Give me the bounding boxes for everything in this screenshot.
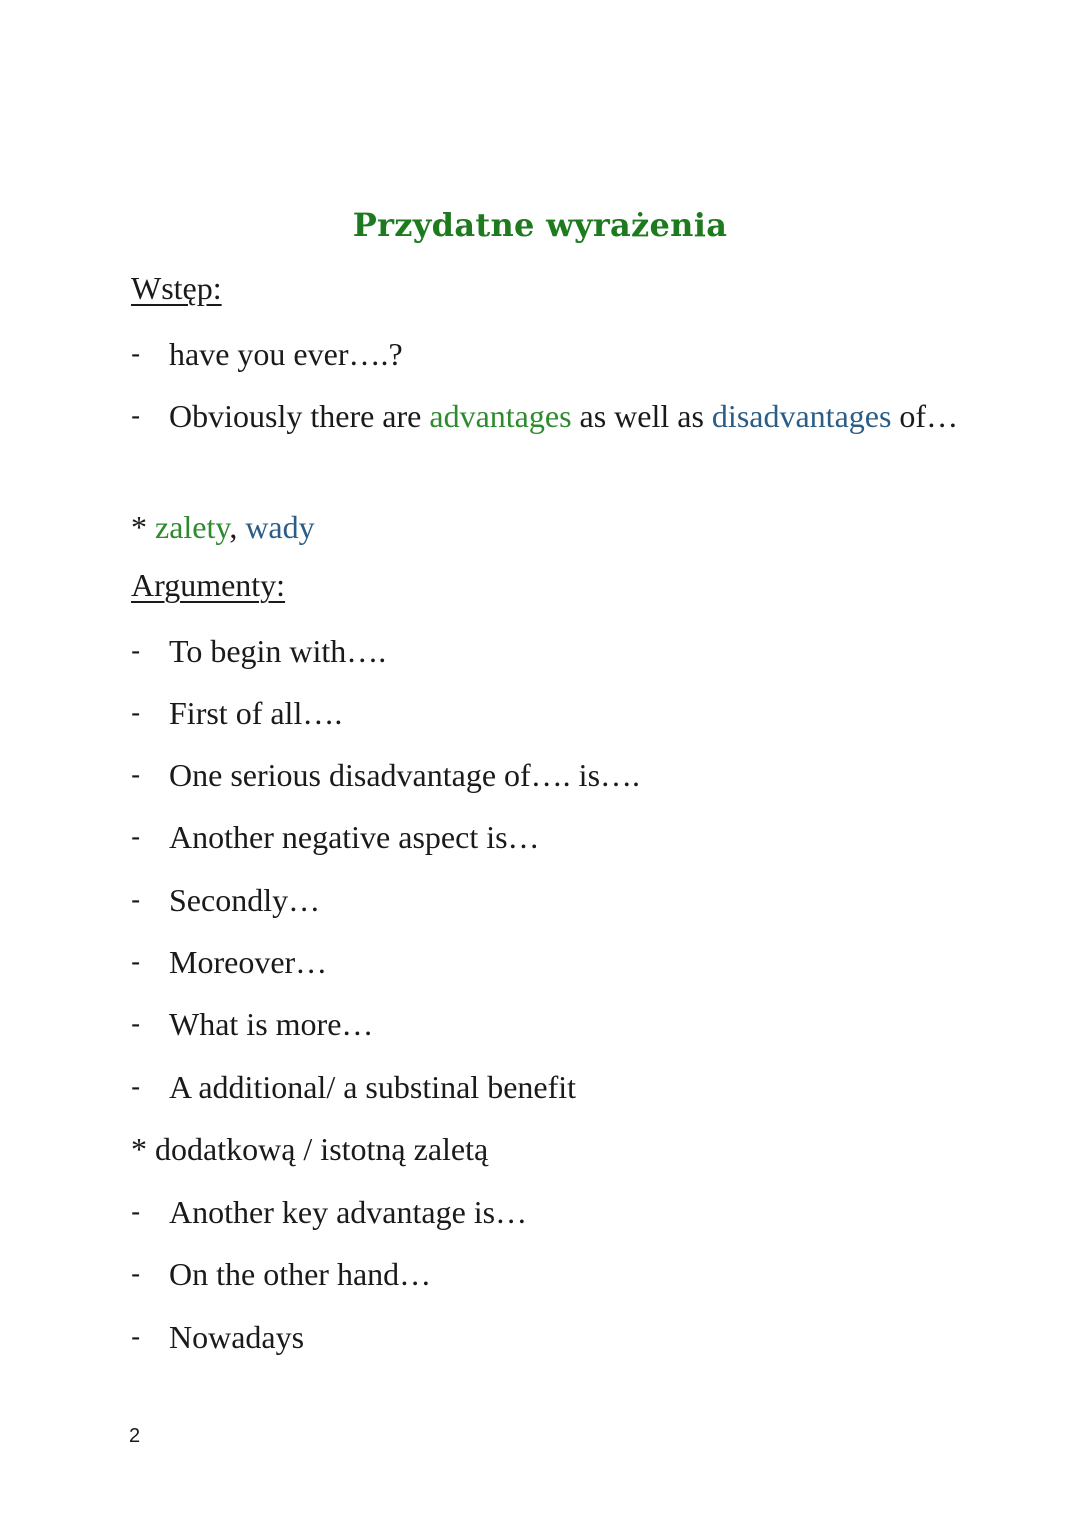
page-number: 2 (129, 1425, 141, 1447)
dash-bullet: - (131, 759, 141, 790)
dash-bullet: - (131, 635, 141, 666)
note-zalety: zalety (155, 509, 230, 545)
translation-note (131, 503, 315, 551)
list-item-text: Moreover… (169, 944, 328, 980)
dash-bullet: - (131, 1008, 141, 1039)
text-segment: as well as (571, 398, 712, 434)
section-heading-intro: Wstęp: (131, 270, 222, 306)
list-item-text: have you ever….? (169, 336, 403, 372)
note-star: * (131, 509, 155, 545)
advantages-word: advantages (429, 398, 572, 434)
list-item-text: First of all…. (169, 695, 343, 731)
dash-bullet: - (131, 1258, 141, 1289)
list-item (131, 627, 971, 675)
dash-bullet: - (131, 697, 141, 728)
section-heading-arguments: Argumenty: (131, 567, 286, 603)
list-item-text: A additional/ a substinal benefit (169, 1069, 577, 1105)
list-item (131, 1250, 971, 1298)
note-comma: , (229, 509, 246, 545)
list-item (131, 813, 971, 861)
list-item (131, 392, 971, 440)
list-item-text: Another negative aspect is… (169, 819, 540, 855)
dash-bullet: - (131, 1071, 141, 1102)
list-item-text: Nowadays (169, 1319, 305, 1355)
list-item-text: Another key advantage is… (169, 1194, 528, 1230)
list-item (131, 876, 971, 924)
list-item (131, 751, 971, 799)
list-item (131, 689, 971, 737)
dash-bullet: - (131, 884, 141, 915)
list-item (131, 938, 971, 986)
dash-bullet: - (131, 338, 141, 369)
text-segment: Obviously there are (169, 398, 430, 434)
dash-bullet: - (131, 400, 141, 431)
list-item (131, 1000, 971, 1048)
list-item-text: Secondly… (169, 882, 321, 918)
dash-bullet: - (131, 1196, 141, 1227)
text-segment: of… (891, 398, 959, 434)
list-item-text: On the other hand… (169, 1256, 432, 1292)
list-item (131, 1313, 971, 1361)
dash-bullet: - (131, 1321, 141, 1352)
translation-note: * dodatkową / istotną zaletą (131, 1131, 489, 1167)
dash-bullet: - (131, 946, 141, 977)
list-item (131, 1188, 971, 1236)
list-item (131, 330, 971, 378)
page-title: Przydatne wyrażenia (352, 206, 728, 244)
disadvantages-word: disadvantages (711, 398, 892, 434)
list-item-text: What is more… (169, 1006, 374, 1042)
dash-bullet: - (131, 821, 141, 852)
list-item-text: To begin with…. (169, 633, 387, 669)
list-item (131, 1063, 971, 1111)
list-item-text: One serious disadvantage of…. is…. (169, 757, 641, 793)
note-wady: wady (245, 509, 315, 545)
list-item-text (169, 392, 971, 440)
